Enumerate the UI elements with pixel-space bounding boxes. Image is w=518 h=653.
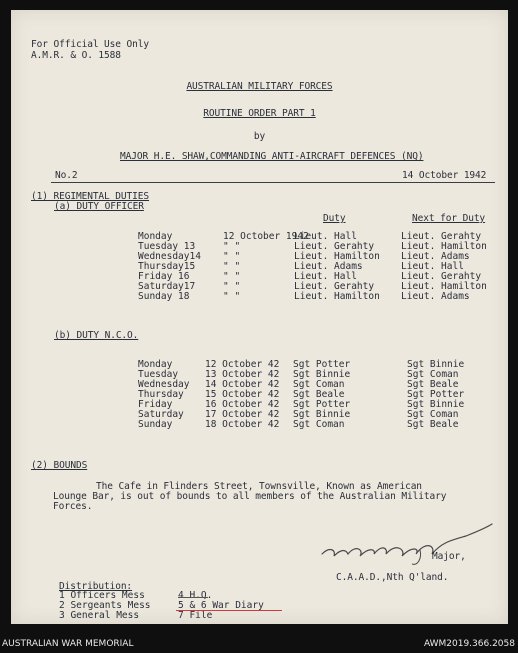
distribution-right-cell: 7 File bbox=[178, 610, 213, 621]
nco-duty-cell: Sgt Binnie bbox=[293, 369, 351, 380]
distribution-left-cell: 3 General Mess bbox=[59, 610, 140, 621]
issuer-line: MAJOR H.E. SHAW,COMMANDING ANTI-AIRCRAFT DEFENCES (NQ) bbox=[120, 151, 424, 162]
nco-date-cell: 13 October 42 bbox=[205, 369, 280, 380]
signatory-unit: C.A.A.D.,Nth Q'land. bbox=[336, 572, 449, 583]
red-pencil-underline bbox=[176, 610, 282, 611]
nco-date-cell: 14 October 42 bbox=[205, 379, 280, 390]
nco-next-cell: Sgt Beale bbox=[407, 379, 459, 390]
officer-date-cell: " " bbox=[223, 271, 241, 282]
distribution-left-cell: 2 Sergeants Mess bbox=[59, 600, 151, 611]
nco-day-cell: Sunday bbox=[138, 419, 173, 430]
nco-next-cell: Sgt Binnie bbox=[407, 359, 465, 370]
order-date: 14 October 1942 bbox=[402, 170, 487, 181]
officer-day-cell: Tuesday 13 bbox=[138, 241, 196, 252]
footer-source: AUSTRALIAN WAR MEMORIAL bbox=[2, 639, 134, 649]
section-2-heading: (2) BOUNDS bbox=[31, 460, 88, 471]
officer-next-cell: Lieut. Hamilton bbox=[401, 241, 487, 252]
distribution-heading: Distribution: bbox=[59, 581, 133, 592]
bounds-text-1: The Cafe in Flinders Street, Townsville, Known as American bbox=[96, 481, 422, 492]
nco-day-cell: Thursday bbox=[138, 389, 184, 400]
officer-date-cell: " " bbox=[223, 241, 241, 252]
officer-date-cell: " " bbox=[223, 291, 241, 302]
strikeout-hq bbox=[178, 597, 208, 598]
officer-date-cell: 12 October 1942 bbox=[223, 231, 309, 242]
nco-next-cell: Sgt Coman bbox=[407, 409, 459, 420]
officer-date-cell: " " bbox=[223, 281, 241, 292]
officer-date-cell: " " bbox=[223, 261, 241, 272]
officer-duty-cell: Lieut. Hall bbox=[294, 231, 357, 242]
officer-day-cell: Sunday 18 bbox=[138, 291, 190, 302]
officer-row bbox=[11, 292, 508, 302]
nco-date-cell: 17 October 42 bbox=[205, 409, 280, 420]
nco-day-cell: Wednesday bbox=[138, 379, 190, 390]
distribution-left-cell: 1 Officers Mess bbox=[59, 590, 145, 601]
nco-duty-cell: Sgt Binnie bbox=[293, 409, 351, 420]
header-line-2: A.M.R. & O. 1588 bbox=[31, 50, 121, 61]
officer-duty-cell: Lieut. Adams bbox=[294, 261, 363, 272]
nco-day-cell: Friday bbox=[138, 399, 173, 410]
officer-next-cell: Lieut. Adams bbox=[401, 251, 470, 262]
nco-duty-cell: Sgt Potter bbox=[293, 359, 351, 370]
officer-duty-cell: Lieut. Hall bbox=[294, 271, 357, 282]
footer-reference: AWM2019.366.2058 bbox=[423, 639, 515, 649]
officer-day-cell: Wednesday14 bbox=[138, 251, 201, 262]
officer-next-cell: Lieut. Hamilton bbox=[401, 281, 487, 292]
org-title: AUSTRALIAN MILITARY FORCES bbox=[186, 81, 333, 92]
archive-footer bbox=[0, 636, 518, 653]
duty-nco-heading: (b) DUTY N.C.O. bbox=[54, 330, 139, 341]
header-line-1: For Official Use Only bbox=[31, 39, 150, 50]
signatory-rank: Major, bbox=[432, 551, 466, 562]
header-rule bbox=[51, 182, 495, 183]
nco-next-cell: Sgt Potter bbox=[407, 389, 465, 400]
nco-duty-cell: Sgt Coman bbox=[293, 379, 345, 390]
officer-day-cell: Saturday17 bbox=[138, 281, 196, 292]
nco-date-cell: 16 October 42 bbox=[205, 399, 280, 410]
officer-next-cell: Lieut. Gerahty bbox=[401, 231, 482, 242]
nco-day-cell: Monday bbox=[138, 359, 173, 370]
nco-next-cell: Sgt Binnie bbox=[407, 399, 465, 410]
order-number: No.2 bbox=[55, 170, 78, 181]
nco-next-cell: Sgt Coman bbox=[407, 369, 459, 380]
bounds-text-3: Forces. bbox=[53, 501, 93, 512]
duty-officer-heading: (a) DUTY OFFICER bbox=[54, 201, 144, 212]
officer-duty-cell: Lieut. Hamilton bbox=[294, 251, 380, 262]
distribution-right-cell: 4 H.Q. bbox=[178, 590, 213, 601]
officer-next-cell: Lieut. Gerahty bbox=[401, 271, 482, 282]
nco-next-cell: Sgt Beale bbox=[407, 419, 459, 430]
nco-date-cell: 15 October 42 bbox=[205, 389, 280, 400]
document-page bbox=[11, 10, 508, 624]
nco-day-cell: Tuesday bbox=[138, 369, 179, 380]
nco-row bbox=[11, 420, 508, 430]
nco-duty-cell: Sgt Potter bbox=[293, 399, 351, 410]
officer-duty-cell: Lieut. Hamilton bbox=[294, 291, 380, 302]
col-next-heading: Next for Duty bbox=[412, 213, 486, 224]
nco-date-cell: 12 October 42 bbox=[205, 359, 280, 370]
officer-day-cell: Thursday15 bbox=[138, 261, 196, 272]
distribution-row bbox=[11, 611, 508, 621]
handwritten-signature bbox=[316, 520, 496, 568]
officer-duty-cell: Lieut. Gerahty bbox=[294, 281, 375, 292]
distribution-right-cell: 5 & 6 War Diary bbox=[178, 600, 264, 611]
officer-day-cell: Friday 16 bbox=[138, 271, 190, 282]
by-line: by bbox=[253, 131, 266, 142]
officer-duty-cell: Lieut. Gerahty bbox=[294, 241, 375, 252]
officer-next-cell: Lieut. Adams bbox=[401, 291, 470, 302]
nco-duty-cell: Sgt Coman bbox=[293, 419, 345, 430]
order-title: ROUTINE ORDER PART 1 bbox=[203, 108, 316, 119]
nco-duty-cell: Sgt Beale bbox=[293, 389, 345, 400]
col-duty-heading: Duty bbox=[323, 213, 346, 224]
officer-date-cell: " " bbox=[223, 251, 241, 262]
officer-day-cell: Monday bbox=[138, 231, 173, 242]
nco-day-cell: Saturday bbox=[138, 409, 184, 420]
officer-next-cell: Lieut. Hall bbox=[401, 261, 464, 272]
bounds-text-2: Lounge Bar, is out of bounds to all members of the Australian Military bbox=[53, 491, 447, 502]
section-1-heading: (1) REGIMENTAL DUTIES bbox=[31, 191, 150, 202]
nco-date-cell: 18 October 42 bbox=[205, 419, 280, 430]
